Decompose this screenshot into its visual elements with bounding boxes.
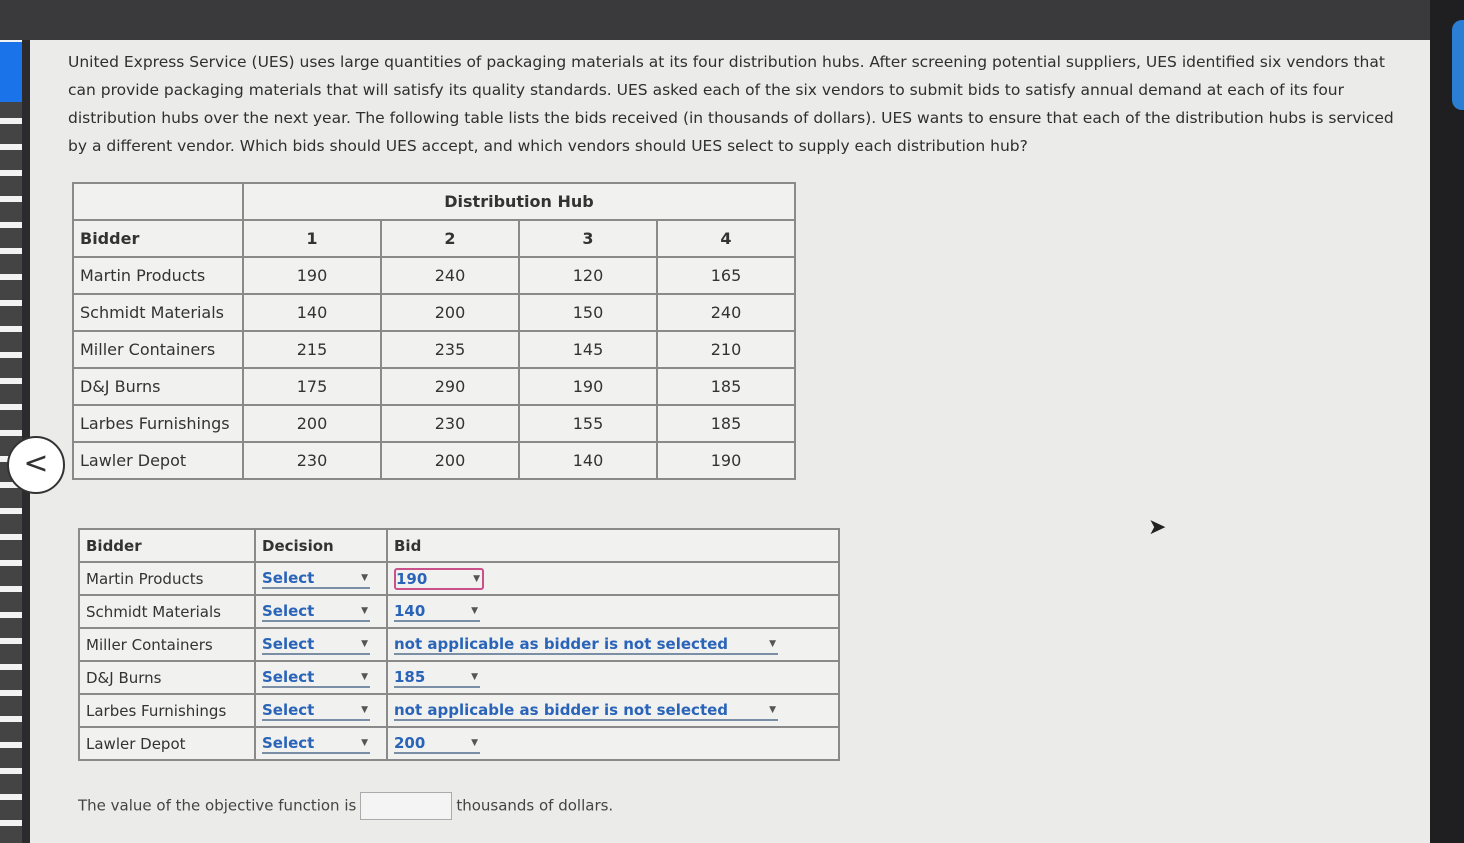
bid-cell: 230	[243, 442, 381, 479]
bid-cell: 240	[381, 257, 519, 294]
bidder-name: Martin Products	[73, 257, 243, 294]
decision-row	[79, 595, 839, 628]
bidder-name: Lawler Depot	[79, 727, 255, 760]
bid-cell: 185	[657, 368, 795, 405]
bidder-name: Miller Containers	[79, 628, 255, 661]
dropdown-arrow-icon: ▼	[769, 638, 776, 649]
hub-header: 2	[381, 220, 519, 257]
bid-cell: 240	[657, 294, 795, 331]
decision-header: Decision	[255, 529, 387, 562]
bid-value: 200	[394, 733, 426, 752]
dropdown-arrow-icon: ▼	[361, 737, 368, 748]
decision-value: Select	[262, 733, 315, 752]
bid-cell: 165	[657, 257, 795, 294]
bid-cell: 200	[381, 442, 519, 479]
bid-cell: 190	[657, 442, 795, 479]
bids-row	[73, 257, 795, 294]
bids-row	[73, 294, 795, 331]
dropdown-arrow-icon: ▼	[361, 572, 368, 583]
dropdown-arrow-icon: ▼	[471, 605, 478, 616]
decision-row	[79, 661, 839, 694]
decision-table	[78, 528, 840, 761]
right-edge-button[interactable]	[1452, 20, 1464, 110]
decision-row	[79, 727, 839, 760]
mouse-cursor-icon: ➤	[1148, 515, 1167, 540]
bid-cell: 190	[243, 257, 381, 294]
chevron-left-icon: <	[23, 446, 49, 481]
bid-cell: 140	[519, 442, 657, 479]
decision-row	[79, 562, 839, 595]
bid-cell: 235	[381, 331, 519, 368]
decision-select[interactable]	[262, 635, 370, 655]
question-text: United Express Service (UES) uses large quantities of packaging materials at its four distribution hubs. After screening potential suppliers, UES identified six vendors that can provide packaging materials that will satisfy its quality standards. UES asked each of the six vendors to submit bids to satisfy annual demand at each of its four distribution hubs over the next year. The following table lists the bids received (in thousands of dollars). UES wants to ensure that each of the distribution hubs is serviced by a different vendor. Which bids should UES accept, and which vendors should UES select to supply each distribution hub?	[68, 53, 1394, 155]
decision-value: Select	[262, 667, 315, 686]
right-edge	[1430, 0, 1464, 843]
dropdown-arrow-icon: ▼	[361, 605, 368, 616]
objective-suffix: thousands of dollars.	[456, 796, 614, 815]
decision-select[interactable]	[262, 701, 370, 721]
back-button[interactable]	[7, 436, 65, 494]
bidder-name: Schmidt Materials	[79, 595, 255, 628]
objective-line	[78, 792, 613, 820]
bid-cell: 185	[657, 405, 795, 442]
bidder-name: D&J Burns	[79, 661, 255, 694]
bids-table	[72, 182, 796, 480]
bid-cell: 200	[243, 405, 381, 442]
decision-value: Select	[262, 568, 315, 587]
bid-select[interactable]	[394, 635, 778, 655]
dropdown-arrow-icon: ▼	[361, 704, 368, 715]
bid-cell: 155	[519, 405, 657, 442]
bid-header: Bid	[387, 529, 839, 562]
bidder-name: D&J Burns	[73, 368, 243, 405]
left-sidebar-active-item[interactable]	[0, 42, 22, 102]
dropdown-arrow-icon: ▼	[361, 638, 368, 649]
bid-value: not applicable as bidder is not selected	[394, 634, 729, 653]
bid-cell: 215	[243, 331, 381, 368]
bidder-name: Lawler Depot	[73, 442, 243, 479]
bid-select[interactable]	[394, 602, 480, 622]
bid-value: not applicable as bidder is not selected	[394, 700, 729, 719]
bids-row	[73, 405, 795, 442]
bid-select[interactable]	[394, 734, 480, 754]
decision-value: Select	[262, 700, 315, 719]
bid-cell: 145	[519, 331, 657, 368]
dropdown-arrow-icon: ▼	[471, 737, 478, 748]
decision-select[interactable]	[262, 569, 370, 589]
decision-row	[79, 628, 839, 661]
bidder-name: Schmidt Materials	[73, 294, 243, 331]
bid-cell: 175	[243, 368, 381, 405]
bid-cell: 230	[381, 405, 519, 442]
dropdown-arrow-icon: ▼	[471, 671, 478, 682]
hub-header: 3	[519, 220, 657, 257]
bid-select[interactable]	[394, 701, 778, 721]
decision-select[interactable]	[262, 734, 370, 754]
hub-header: 4	[657, 220, 795, 257]
bid-cell: 200	[381, 294, 519, 331]
bid-value: 190	[396, 569, 428, 588]
decision-select[interactable]	[262, 602, 370, 622]
question-page	[30, 40, 1430, 843]
bid-value: 140	[394, 601, 426, 620]
bid-value: 185	[394, 667, 426, 686]
bidder-name: Miller Containers	[73, 331, 243, 368]
bids-row	[73, 442, 795, 479]
distribution-hub-header: Distribution Hub	[243, 183, 795, 220]
bidder-name: Larbes Furnishings	[73, 405, 243, 442]
bids-row	[73, 331, 795, 368]
screen-bezel-top	[0, 0, 1464, 40]
bid-select[interactable]	[394, 668, 480, 688]
bidder-header: Bidder	[79, 529, 255, 562]
bid-cell: 140	[243, 294, 381, 331]
bid-cell: 290	[381, 368, 519, 405]
hub-header: 1	[243, 220, 381, 257]
decision-select[interactable]	[262, 668, 370, 688]
bid-cell: 120	[519, 257, 657, 294]
decision-value: Select	[262, 601, 315, 620]
bid-cell: 150	[519, 294, 657, 331]
bid-cell: 190	[519, 368, 657, 405]
decision-row	[79, 694, 839, 727]
bid-cell: 210	[657, 331, 795, 368]
dropdown-arrow-icon: ▼	[473, 573, 480, 584]
bidder-name: Larbes Furnishings	[79, 694, 255, 727]
bidder-name: Martin Products	[79, 562, 255, 595]
objective-prefix: The value of the objective function is	[78, 796, 357, 815]
bid-select[interactable]	[394, 568, 484, 590]
decision-value: Select	[262, 634, 315, 653]
dropdown-arrow-icon: ▼	[769, 704, 776, 715]
dropdown-arrow-icon: ▼	[361, 671, 368, 682]
bids-row	[73, 368, 795, 405]
objective-value-input[interactable]	[360, 792, 452, 820]
bidder-header: Bidder	[73, 220, 243, 257]
